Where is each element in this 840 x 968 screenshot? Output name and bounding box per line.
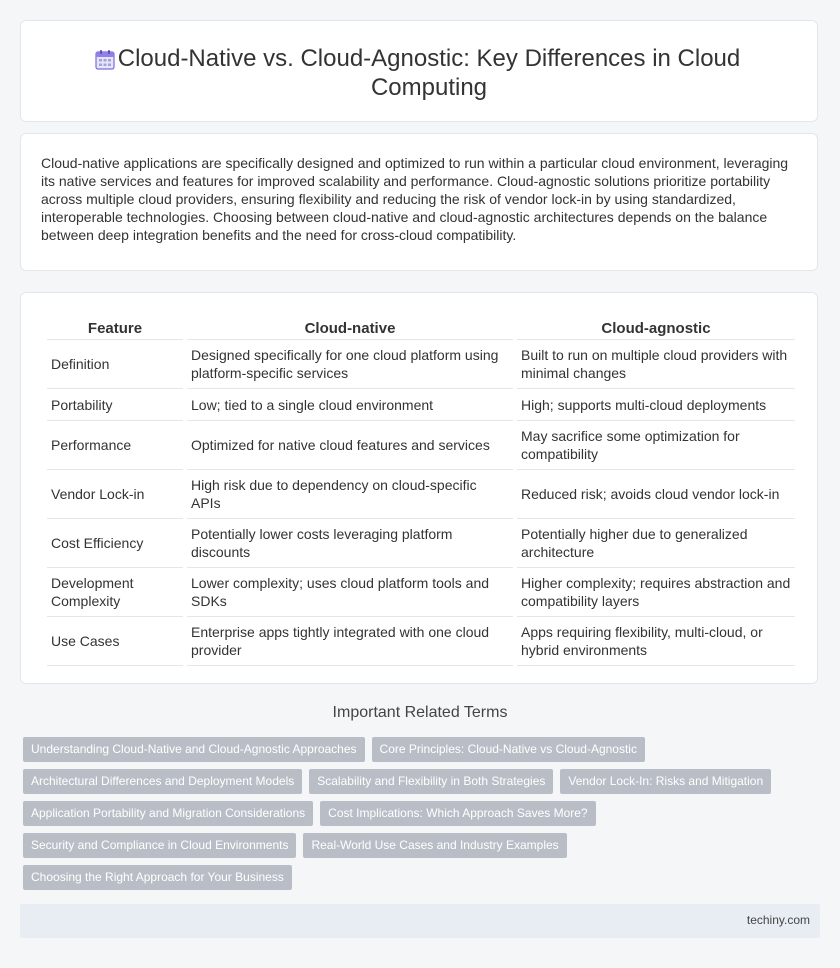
- related-term-tag[interactable]: Real-World Use Cases and Industry Examples: [303, 833, 566, 858]
- related-terms-list: [23, 737, 803, 890]
- related-term-tag[interactable]: Scalability and Flexibility in Both Strategies: [309, 769, 553, 794]
- cloud-agnostic-cell: May sacrifice some optimization for compatibility: [517, 421, 795, 470]
- cloud-native-cell: Low; tied to a single cloud environment: [187, 389, 513, 421]
- site-link[interactable]: techiny.com: [746, 913, 810, 927]
- feature-cell: Development Complexity: [47, 568, 183, 617]
- related-term-tag[interactable]: Cost Implications: Which Approach Saves More?: [320, 801, 595, 826]
- cloud-agnostic-cell: High; supports multi-cloud deployments: [517, 389, 795, 421]
- column-header-feature: Feature: [47, 315, 183, 340]
- related-term-tag[interactable]: Architectural Differences and Deployment Models: [23, 769, 302, 794]
- feature-cell: Use Cases: [47, 617, 183, 666]
- related-terms-heading: Important Related Terms: [332, 704, 508, 721]
- comparison-card: [20, 292, 818, 684]
- intro-paragraph: Cloud-native applications are specifically designed and optimized to run within a particular cloud environment, leveraging its native services and features for improved scalability and performance. Cloud-agnostic solutions prioritize portability across multiple cloud providers, ensuring flexibility and reducing the risk of vendor lock-in by using standardized, interoperable technologies. Choosing between cloud-native and cloud-agnostic architectures depends on the balance between deep integration benefits and the need for cross-cloud compatibility.: [41, 155, 789, 243]
- related-term-tag[interactable]: Security and Compliance in Cloud Environments: [23, 833, 296, 858]
- table-header-row: [47, 315, 795, 340]
- comparison-table: [43, 315, 799, 666]
- related-term-tag[interactable]: Vendor Lock-In: Risks and Mitigation: [560, 769, 771, 794]
- related-term-tag[interactable]: Core Principles: Cloud-Native vs Cloud-Agnostic: [372, 737, 645, 762]
- table-row: [47, 389, 795, 421]
- cloud-native-cell: Designed specifically for one cloud platform using platform-specific services: [187, 340, 513, 389]
- table-row: [47, 568, 795, 617]
- feature-cell: Definition: [47, 340, 183, 389]
- table-row: [47, 421, 795, 470]
- page-title: Cloud-Native vs. Cloud-Agnostic: Key Differences in Cloud Computing: [117, 45, 741, 101]
- cloud-native-cell: Lower complexity; uses cloud platform tools and SDKs: [187, 568, 513, 617]
- intro-card: [20, 133, 818, 271]
- column-header-cloud-agnostic: Cloud-agnostic: [517, 315, 795, 340]
- cloud-native-cell: Enterprise apps tightly integrated with one cloud provider: [187, 617, 513, 666]
- feature-cell: Cost Efficiency: [47, 519, 183, 568]
- feature-cell: Vendor Lock-in: [47, 470, 183, 519]
- cloud-native-cell: High risk due to dependency on cloud-specific APIs: [187, 470, 513, 519]
- feature-cell: Portability: [47, 389, 183, 421]
- table-row: [47, 617, 795, 666]
- related-term-tag[interactable]: Application Portability and Migration Considerations: [23, 801, 313, 826]
- cloud-native-cell: Optimized for native cloud features and services: [187, 421, 513, 470]
- related-term-tag[interactable]: Choosing the Right Approach for Your Business: [23, 865, 292, 890]
- related-term-tag[interactable]: Understanding Cloud-Native and Cloud-Agnostic Approaches: [23, 737, 365, 762]
- footer: [20, 904, 820, 938]
- cloud-agnostic-cell: Apps requiring flexibility, multi-cloud, or hybrid environments: [517, 617, 795, 666]
- table-row: [47, 519, 795, 568]
- cloud-agnostic-cell: Reduced risk; avoids cloud vendor lock-in: [517, 470, 795, 519]
- title-card: [20, 20, 818, 122]
- table-row: [47, 470, 795, 519]
- table-row: [47, 340, 795, 389]
- cloud-agnostic-cell: Higher complexity; requires abstraction and compatibility layers: [517, 568, 795, 617]
- cloud-agnostic-cell: Built to run on multiple cloud providers with minimal changes: [517, 340, 795, 389]
- cloud-native-cell: Potentially lower costs leveraging platform discounts: [187, 519, 513, 568]
- cloud-agnostic-cell: Potentially higher due to generalized architecture: [517, 519, 795, 568]
- feature-cell: Performance: [47, 421, 183, 470]
- column-header-cloud-native: Cloud-native: [187, 315, 513, 340]
